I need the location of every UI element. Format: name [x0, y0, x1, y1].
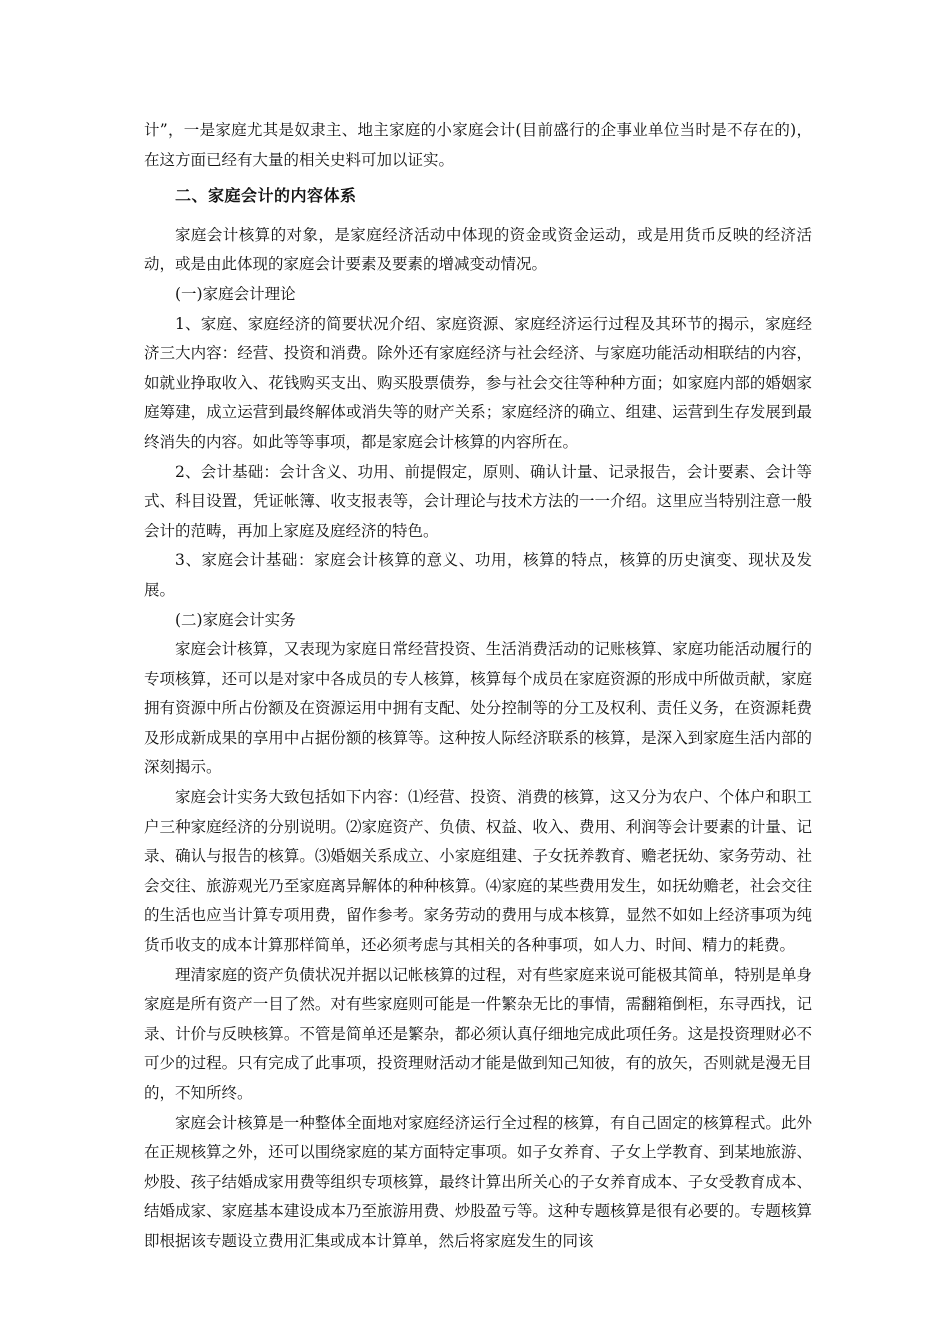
subheading-theory: (一)家庭会计理论	[175, 284, 296, 303]
paragraph-practice-2: 家庭会计实务大致包括如下内容：⑴经营、投资、消费的核算，这又分为农户、个体户和职工户三种家庭经济的分别说明。⑵家庭资产、负债、权益、收入、费用、利润等会计要素的计量、记录、确认与报告的核算。⑶婚姻关系成立、小家庭组建、子女抚养教育、赡老抚幼、家务劳动、社会交往、旅游观光乃至家庭离异解体的种种核算。⑷家庭的某些费用发生，如抚幼赡老，社会交往的生活也应当计算专项用费，留作参考。家务劳动的费用与成本核算，显然不如如上经济事项为纯货币收支的成本计算那样简单，还必须考虑与其相关的各种事项，如人力、时间、精力的耗费。	[144, 788, 812, 955]
paragraph-practice-3: 理清家庭的资产负债状况并据以记帐核算的过程，对有些家庭来说可能极其简单，特别是单身家庭是所有资产一目了然。对有些家庭则可能是一件繁杂无比的事情，需翻箱倒柜，东寻西找，记录、计价与反映核算。不管是简单还是繁杂，都必须认真仔细地完成此项任务。这是投资理财必不可少的过程。只有完成了此事项，投资理财活动才能是做到知己知彼，有的放矢，否则就是漫无目的，不知所终。	[144, 965, 812, 1102]
document-page	[144, 116, 812, 1257]
paragraph-continuation: 计”，一是家庭尤其是奴隶主、地主家庭的小家庭会计(目前盛行的企事业单位当时是不存在的)，在这方面已经有大量的相关史料可加以证实。	[144, 121, 812, 169]
subheading-practice: (二)家庭会计实务	[175, 610, 296, 629]
paragraph-accounting-object: 家庭会计核算的对象，是家庭经济活动中体现的资金或资金运动，或是用货币反映的经济活动，或是由此体现的家庭会计要素及要素的增减变动情况。	[144, 225, 812, 274]
paragraph-practice-4: 家庭会计核算是一种整体全面地对家庭经济运行全过程的核算，有自己固定的核算程式。此外在正规核算之外，还可以围绕家庭的某方面特定事项。如子女养育、子女上学教育、到某地旅游、炒股、孩子结婚成家用费等组织专项核算，最终计算出所关心的子女养育成本、子女受教育成本、结婚成家、家庭基本建设成本乃至旅游用费、炒股盈亏等。这种专题核算是很有必要的。专题核算即根据该专题设立费用汇集或成本计算单，然后将家庭发生的同该	[144, 1113, 812, 1250]
paragraph-theory-3: 3、家庭会计基础：家庭会计核算的意义、功用，核算的特点，核算的历史演变、现状及发展。	[144, 551, 812, 599]
section-heading: 二、家庭会计的内容体系	[175, 186, 357, 206]
paragraph-theory-2: 2、会计基础：会计含义、功用、前提假定，原则、确认计量、记录报告，会计要素、会计等式、科目设置，凭证帐簿、收支报表等，会计理论与技术方法的一一介绍。这里应当特别注意一般会计的范畴，再加上家庭及庭经济的特色。	[144, 462, 812, 540]
paragraph-theory-1: 1、家庭、家庭经济的简要状况介绍、家庭资源、家庭经济运行过程及其环节的揭示，家庭经济三大内容：经营、投资和消费。除外还有家庭经济与社会经济、与家庭功能活动相联结的内容，如就业挣取收入、花钱购买支出、购买股票债券，参与社会交往等种种方面；如家庭内部的婚姻家庭筹建，成立运营到最终解体或消失等的财产关系；家庭经济的确立、组建、运营到生存发展到最终消失的内容。如此等等事项，都是家庭会计核算的内容所在。	[144, 314, 812, 451]
paragraph-practice-1: 家庭会计核算，又表现为家庭日常经营投资、生活消费活动的记账核算、家庭功能活动履行的专项核算，还可以是对家中各成员的专人核算，核算每个成员在家庭资源的形成中所做贡献，家庭拥有资源中所占份额及在资源运用中拥有支配、处分控制等的分工及权利、责任义务，在资源耗费及形成新成果的享用中占据份额的核算等。这种按人际经济联系的核算，是深入到家庭生活内部的深刻揭示。	[144, 640, 812, 777]
